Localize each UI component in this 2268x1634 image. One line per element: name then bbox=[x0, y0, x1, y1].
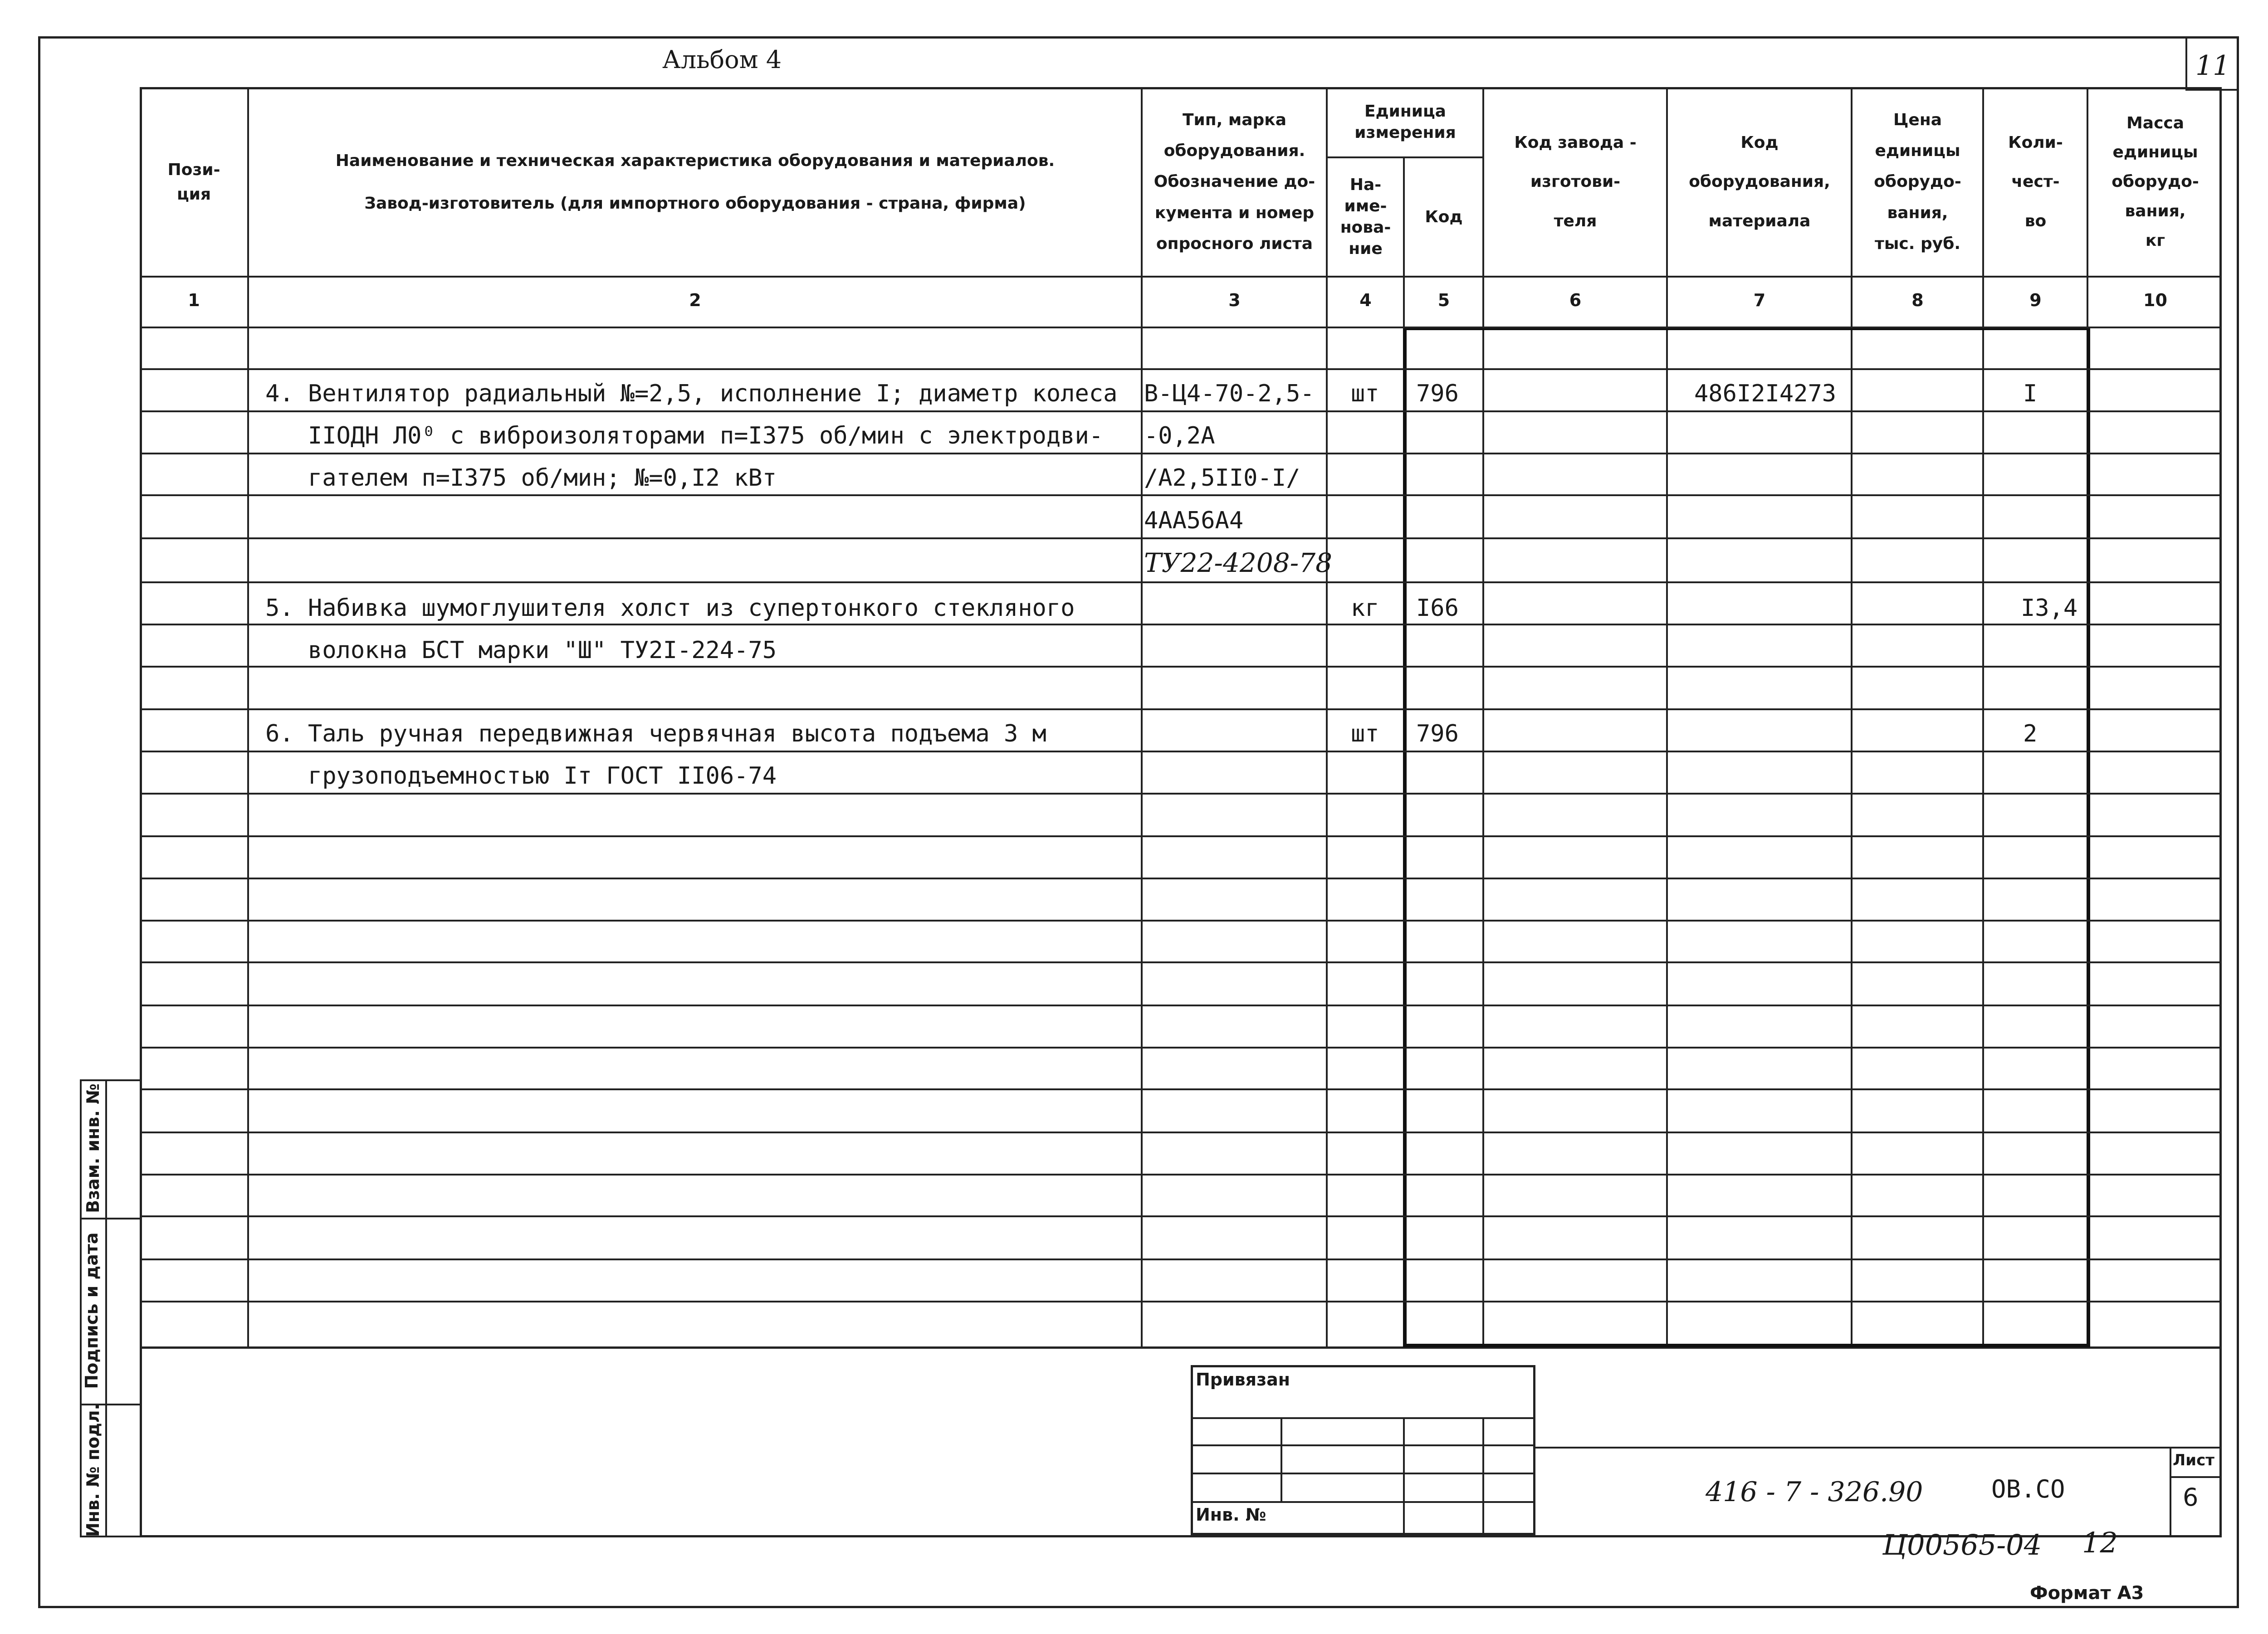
row-qty: 2 bbox=[2023, 720, 2038, 747]
stamp-line bbox=[1281, 1417, 1282, 1501]
section-code: ОВ.СО bbox=[1991, 1475, 2065, 1503]
header-name: Наименование и техническая характеристика оборудования и материалов. Завод-изготовитель (для импортного оборудования - страна, фирма) bbox=[335, 151, 1055, 213]
row-name: IIОДН Л0⁰ с виброизоляторами п=I375 об/мин с электродви- bbox=[265, 422, 1104, 449]
stamp-privyazan: Привязан bbox=[1196, 1370, 1290, 1390]
title-block-line bbox=[2170, 1476, 2222, 1478]
archive-code: Ц00565-04 bbox=[1882, 1528, 2042, 1561]
column-number: 6 bbox=[1569, 290, 1582, 310]
row-line bbox=[140, 410, 2222, 412]
row-line bbox=[140, 961, 2222, 963]
title-area bbox=[140, 1347, 2222, 1537]
row-line bbox=[140, 1174, 2222, 1176]
row-type: 4АА56А4 bbox=[1144, 507, 1244, 534]
column-number: 4 bbox=[1359, 290, 1372, 310]
header-plant-code: Код завода - изготови- теля bbox=[1514, 133, 1637, 230]
column-number: 5 bbox=[1437, 290, 1450, 310]
stamp-line bbox=[1403, 1417, 1405, 1535]
header-equip-code: Код оборудования, материала bbox=[1689, 133, 1830, 230]
stamp-inv-no: Инв. № bbox=[1196, 1505, 1266, 1525]
row-line bbox=[140, 537, 2222, 539]
column-number: 2 bbox=[689, 290, 701, 310]
header-price: Цена единицы оборудо- вания, тыс. руб. bbox=[1874, 110, 1961, 254]
side-strip-line bbox=[105, 1079, 107, 1537]
row-name: 4. Вентилятор радиальный №=2,5, исполнение I; диаметр колеса bbox=[265, 380, 1118, 407]
column-number: 1 bbox=[188, 290, 200, 310]
header-type: Тип, марка оборудования. Обозначение до- кумента и номер опросного листа bbox=[1154, 110, 1315, 254]
column-number: 3 bbox=[1228, 290, 1241, 310]
row-line bbox=[140, 1132, 2222, 1133]
row-line bbox=[140, 494, 2222, 496]
header-unit-code: Код bbox=[1425, 208, 1463, 226]
header-line bbox=[140, 327, 2222, 328]
header-mass: Масса единицы оборудо- вания, кг bbox=[2112, 113, 2199, 250]
header-qty: Коли- чест- во bbox=[2008, 133, 2063, 230]
album-title: Альбом 4 bbox=[662, 45, 782, 74]
doc-number: 416 - 7 - 326.90 bbox=[1706, 1476, 1923, 1508]
row-qty: I3,4 bbox=[2021, 595, 2078, 622]
row-name: 5. Набивка шумоглушителя холст из супертонкого стекляного bbox=[265, 595, 1075, 622]
sheet-label: Лист bbox=[2173, 1451, 2214, 1469]
row-equip-code: 486I2I4273 bbox=[1694, 380, 1837, 407]
row-line bbox=[140, 878, 2222, 879]
header-unit-name: На- име- нова- ние bbox=[1340, 176, 1391, 258]
stamp-line bbox=[1482, 1417, 1484, 1535]
row-line bbox=[140, 666, 2222, 668]
row-line bbox=[140, 835, 2222, 837]
row-line bbox=[140, 751, 2222, 752]
row-line bbox=[140, 1047, 2222, 1049]
row-line bbox=[140, 708, 2222, 710]
column-number: 9 bbox=[2029, 290, 2042, 310]
row-line bbox=[140, 1005, 2222, 1006]
row-name: гателем п=I375 об/мин; №=0,I2 кВт bbox=[265, 464, 777, 492]
row-unit: кг bbox=[1351, 595, 1379, 622]
column-number: 10 bbox=[2143, 290, 2167, 310]
row-line bbox=[140, 368, 2222, 370]
row-type-handwritten: ТУ22-4208-78 bbox=[1144, 547, 1333, 578]
row-line bbox=[140, 453, 2222, 454]
row-name: волокна БСТ марки "Ш" ТУ2I-224-75 bbox=[265, 637, 777, 664]
column-number: 8 bbox=[1911, 290, 1924, 310]
header-line bbox=[1326, 156, 1482, 158]
row-type: В-Ц4-70-2,5- bbox=[1144, 380, 1315, 407]
row-line bbox=[140, 1215, 2222, 1217]
row-name: 6. Таль ручная передвижная червячная высота подъема 3 м bbox=[265, 720, 1046, 747]
archive-page: 12 bbox=[2082, 1526, 2118, 1559]
side-label-vzam: Взам. инв. № bbox=[83, 1083, 103, 1213]
row-unit: шт bbox=[1351, 380, 1379, 407]
row-line bbox=[140, 1301, 2222, 1302]
header-line bbox=[140, 276, 2222, 278]
row-qty: I bbox=[2023, 380, 2038, 407]
format-label: Формат А3 bbox=[2030, 1583, 2144, 1604]
row-type: /А2,5II0-I/ bbox=[1144, 464, 1300, 492]
sheet-number: 6 bbox=[2183, 1483, 2199, 1512]
row-code: 796 bbox=[1416, 720, 1459, 747]
row-line bbox=[140, 920, 2222, 922]
row-line bbox=[140, 581, 2222, 583]
header-unit: Единица измерения bbox=[1354, 102, 1456, 142]
side-label-podpis: Подпись и дата bbox=[82, 1232, 102, 1389]
row-line bbox=[140, 793, 2222, 795]
corner-page-number: 11 bbox=[2195, 50, 2230, 82]
row-line bbox=[140, 1258, 2222, 1260]
side-label-inv: Инв. № подл. bbox=[83, 1403, 103, 1537]
row-name: грузоподъемностью Iт ГОСТ II06-74 bbox=[265, 762, 777, 790]
column-number: 7 bbox=[1753, 290, 1766, 310]
row-code: I66 bbox=[1416, 595, 1459, 622]
row-line bbox=[140, 624, 2222, 625]
row-type: -0,2А bbox=[1144, 422, 1215, 449]
header-pos: Пози- ция bbox=[167, 160, 220, 204]
title-block-line bbox=[1535, 1447, 2222, 1449]
row-line bbox=[140, 1088, 2222, 1090]
row-unit: шт bbox=[1351, 720, 1379, 747]
row-code: 796 bbox=[1416, 380, 1459, 407]
